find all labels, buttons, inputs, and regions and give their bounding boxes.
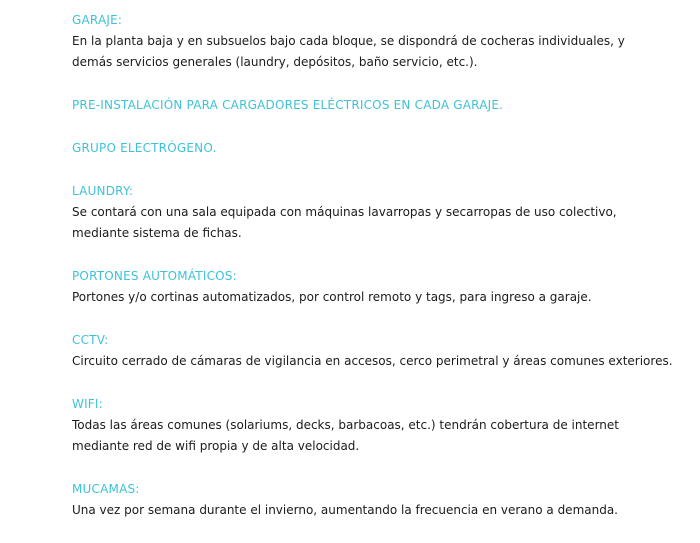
section-text: En la planta baja y en subsuelos bajo cada bloque, se dispondrá de cocheras individuales, y <box>72 34 625 48</box>
section-cargadores <box>72 95 682 116</box>
section-text: Portones y/o cortinas automatizados, por control remoto y tags, para ingreso a garaje. <box>72 290 592 304</box>
section-heading: LAUNDRY: <box>72 184 134 198</box>
section-text: Se contará con una sala equipada con máquinas lavarropas y secarropas de uso colectivo, <box>72 205 617 219</box>
section-portones <box>72 266 682 308</box>
section-mucamas <box>72 479 682 521</box>
section-text: Todas las áreas comunes (solariums, decks, barbacoas, etc.) tendrán cobertura de internet <box>72 418 619 432</box>
section-heading: GARAJE: <box>72 13 123 27</box>
section-grupo-electrogeno <box>72 138 682 159</box>
section-heading: MUCAMAS: <box>72 482 140 496</box>
section-text: Circuito cerrado de cámaras de vigilancia en accesos, cerco perimetral y áreas comunes exteriores. <box>72 354 673 368</box>
section-heading: WIFI: <box>72 397 103 411</box>
section-text: demás servicios generales (laundry, depósitos, baño servicio, etc.). <box>72 55 478 69</box>
section-garaje <box>72 10 682 73</box>
section-heading: CCTV: <box>72 333 109 347</box>
section-heading: GRUPO ELECTRÓGENO. <box>72 141 217 155</box>
section-heading: PRE-INSTALACIÓN PARA CARGADORES ELÉCTRICOS EN CADA GARAJE. <box>72 98 504 112</box>
amenities-document <box>72 10 682 543</box>
section-text: mediante red de wifi propia y de alta velocidad. <box>72 439 360 453</box>
section-text: Una vez por semana durante el invierno, aumentando la frecuencia en verano a demanda. <box>72 503 618 517</box>
section-text: mediante sistema de fichas. <box>72 226 242 240</box>
section-laundry <box>72 181 682 244</box>
section-cctv <box>72 330 682 372</box>
section-wifi <box>72 394 682 457</box>
section-heading: PORTONES AUTOMÁTICOS: <box>72 269 237 283</box>
